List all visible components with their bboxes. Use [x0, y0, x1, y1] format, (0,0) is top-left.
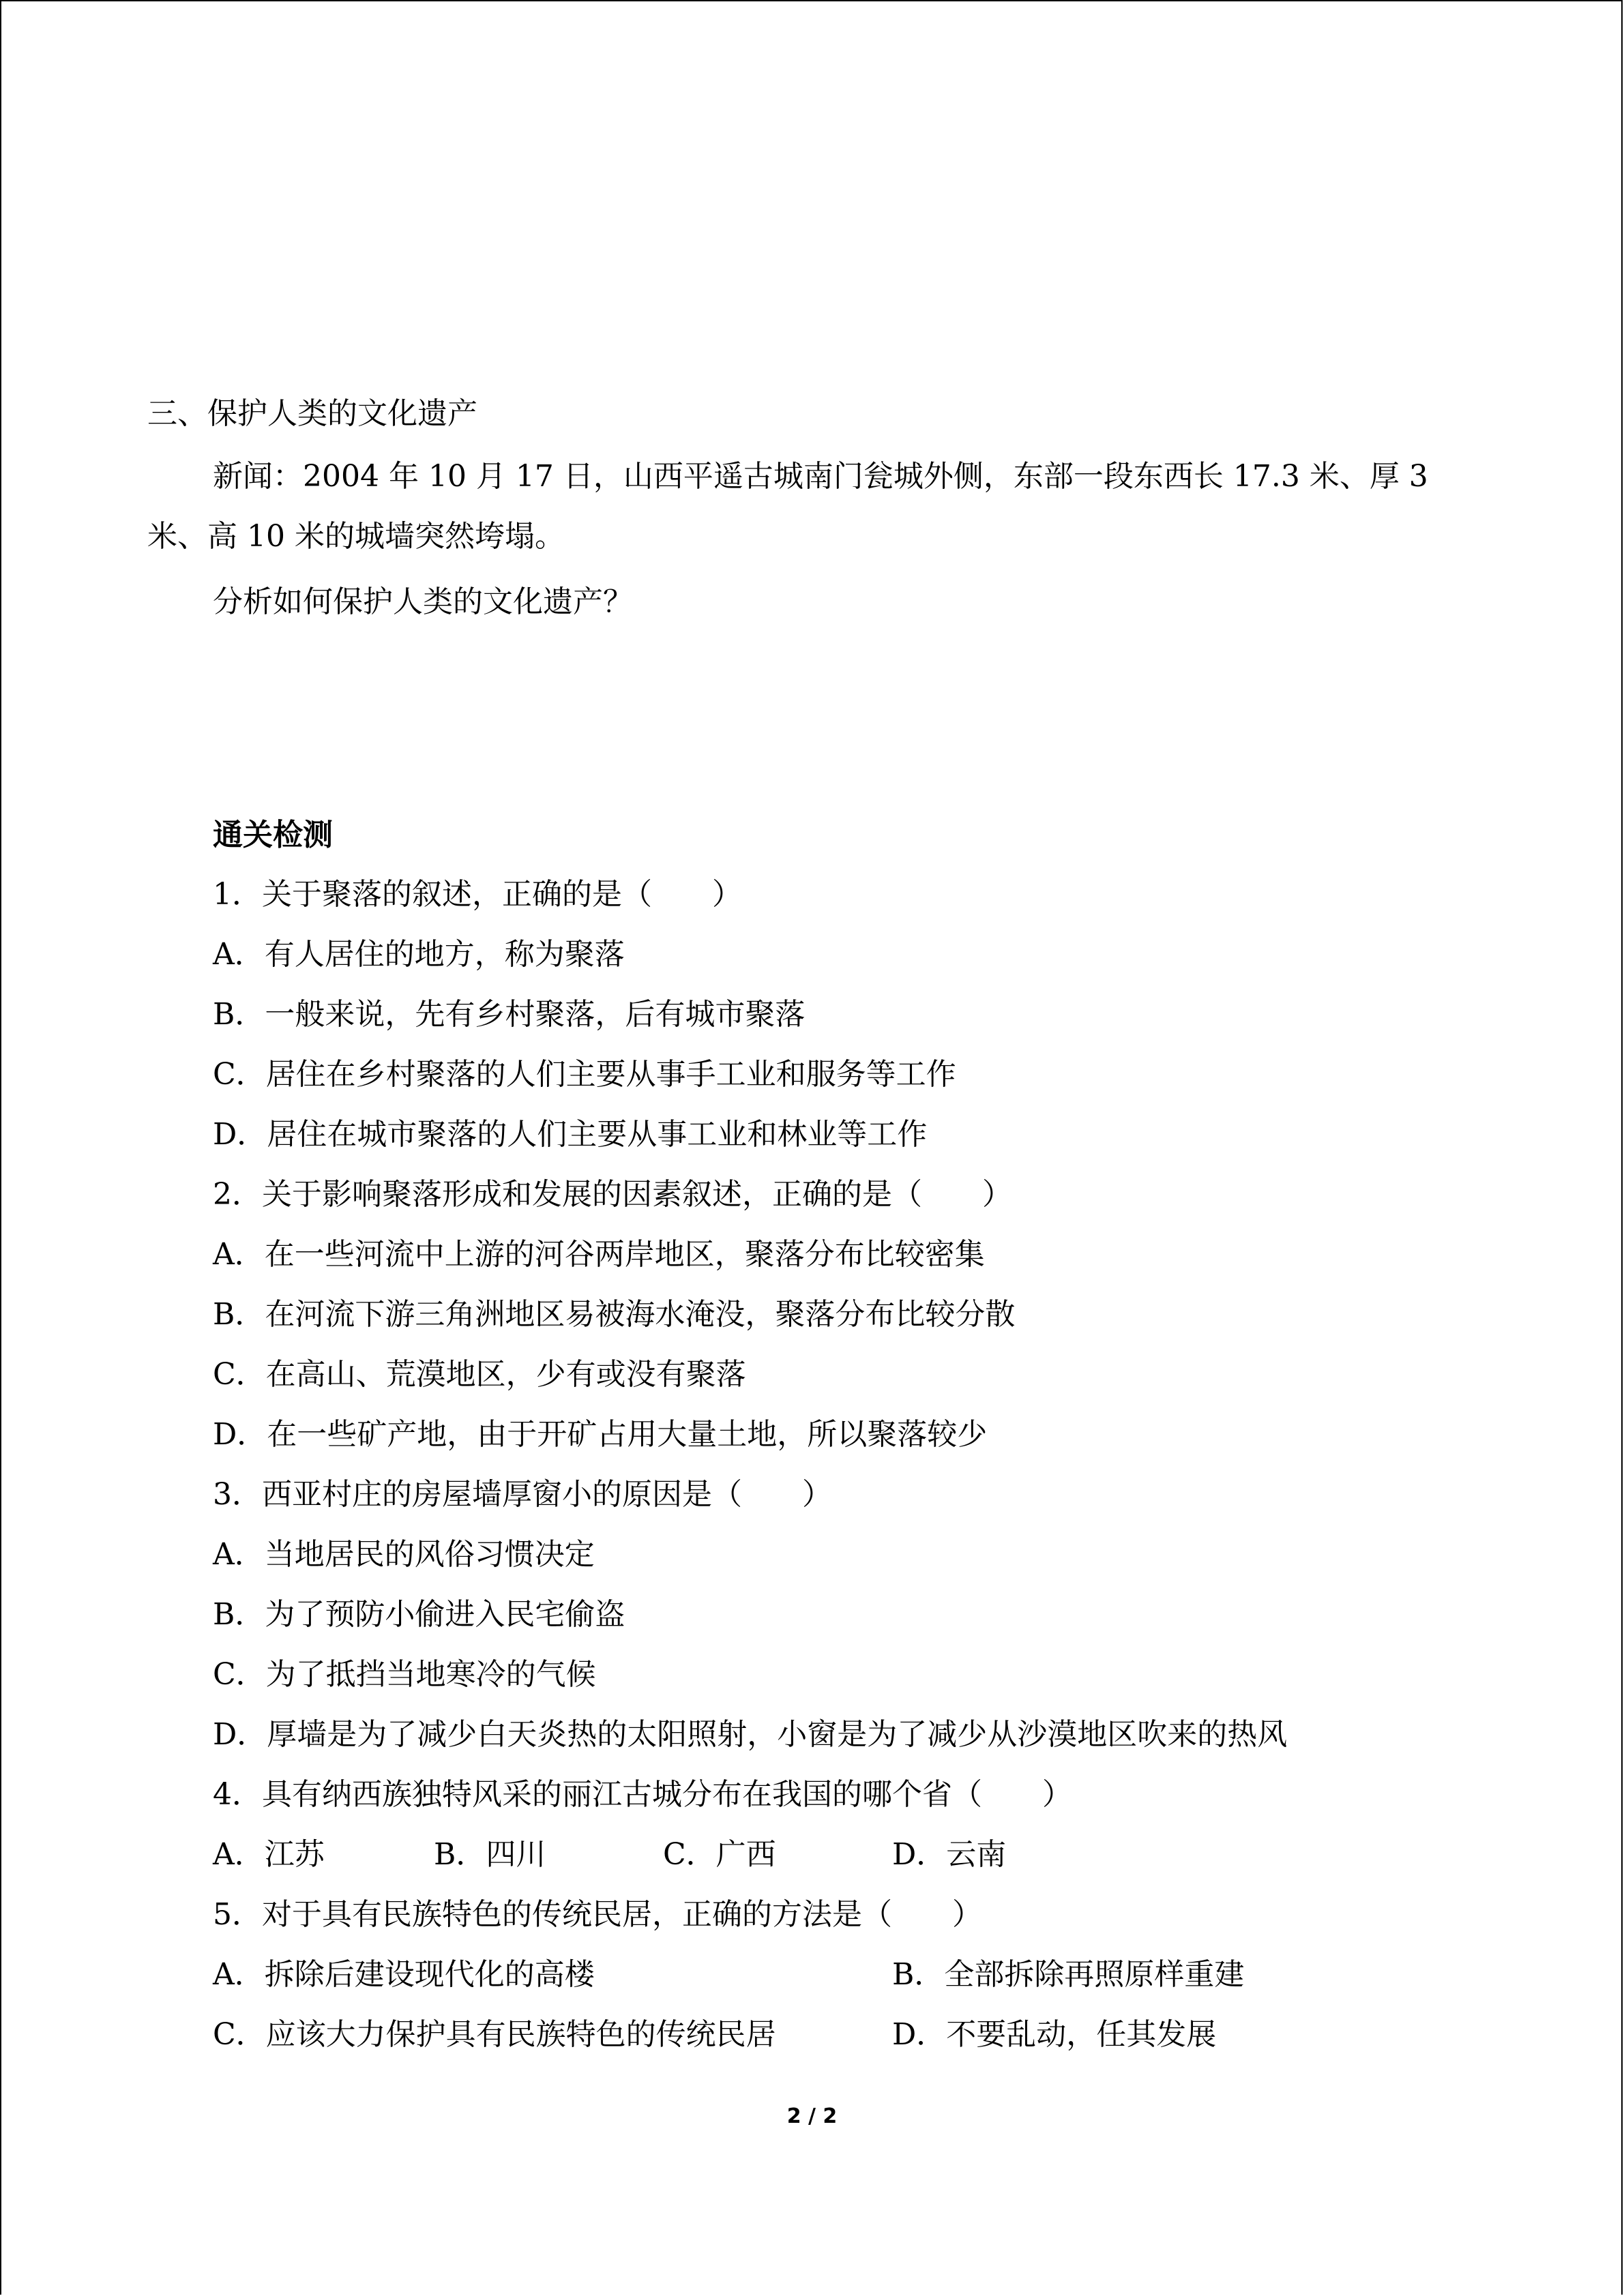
q1-option-d: D．居住在城市聚落的人们主要从事工业和林业等工作 [213, 1117, 928, 1152]
q3-stem: 3．西亚村庄的房屋墙厚窗小的原因是（ ） [213, 1477, 832, 1512]
q4-option-c: C．广西 [663, 1837, 776, 1872]
quiz-title: 通关检测 [213, 818, 333, 852]
q5-option-b: B．全部拆除再照原样重建 [892, 1957, 1245, 1992]
q3-option-c: C．为了抵挡当地寒冷的气候 [213, 1657, 596, 1692]
q4-option-a: A．江苏 [213, 1837, 325, 1872]
q1-stem: 1．关于聚落的叙述，正确的是（ ） [213, 877, 742, 912]
q5-option-d: D．不要乱动，任其发展 [892, 2017, 1217, 2052]
q1-option-b: B．一般来说，先有乡村聚落，后有城市聚落 [213, 997, 806, 1032]
news-line-1: 新闻：2004 年 10 月 17 日，山西平遥古城南门瓮城外侧，东部一段东西长 17.3 米、厚 3 [213, 459, 1428, 494]
q4-option-d: D．云南 [892, 1837, 1007, 1872]
q3-option-a: A．当地居民的风俗习惯决定 [213, 1537, 595, 1572]
q1-option-a: A．有人居住的地方，称为聚落 [213, 937, 625, 972]
q3-option-d: D．厚墙是为了减少白天炎热的太阳照射，小窗是为了减少从沙漠地区吹来的热风 [213, 1717, 1288, 1752]
section-heading: 三、保护人类的文化遗产 [147, 396, 477, 431]
q2-option-b: B．在河流下游三角洲地区易被海水淹没，聚落分布比较分散 [213, 1297, 1016, 1332]
q3-option-b: B．为了预防小偷进入民宅偷盗 [213, 1597, 625, 1632]
page-number: 2 / 2 [786, 2104, 838, 2128]
q2-option-d: D．在一些矿产地，由于开矿占用大量土地，所以聚落较少 [213, 1417, 988, 1452]
q4-stem: 4．具有纳西族独特风采的丽江古城分布在我国的哪个省（ ） [213, 1777, 1072, 1812]
q5-option-c: C．应该大力保护具有民族特色的传统民居 [213, 2017, 776, 2052]
q5-stem: 5．对于具有民族特色的传统民居，正确的方法是（ ） [213, 1897, 982, 1932]
q5-option-a: A．拆除后建设现代化的高楼 [213, 1957, 595, 1992]
q4-option-b: B．四川 [434, 1837, 546, 1872]
analysis-question: 分析如何保护人类的文化遗产？ [213, 584, 633, 619]
q2-option-a: A．在一些河流中上游的河谷两岸地区，聚落分布比较密集 [213, 1237, 985, 1272]
news-line-2: 米、高 10 米的城墙突然垮塌。 [147, 519, 565, 554]
q1-option-c: C．居住在乡村聚落的人们主要从事手工业和服务等工作 [213, 1057, 956, 1092]
q2-stem: 2．关于影响聚落形成和发展的因素叙述，正确的是（ ） [213, 1177, 1012, 1212]
q2-option-c: C．在高山、荒漠地区，少有或没有聚落 [213, 1357, 746, 1392]
